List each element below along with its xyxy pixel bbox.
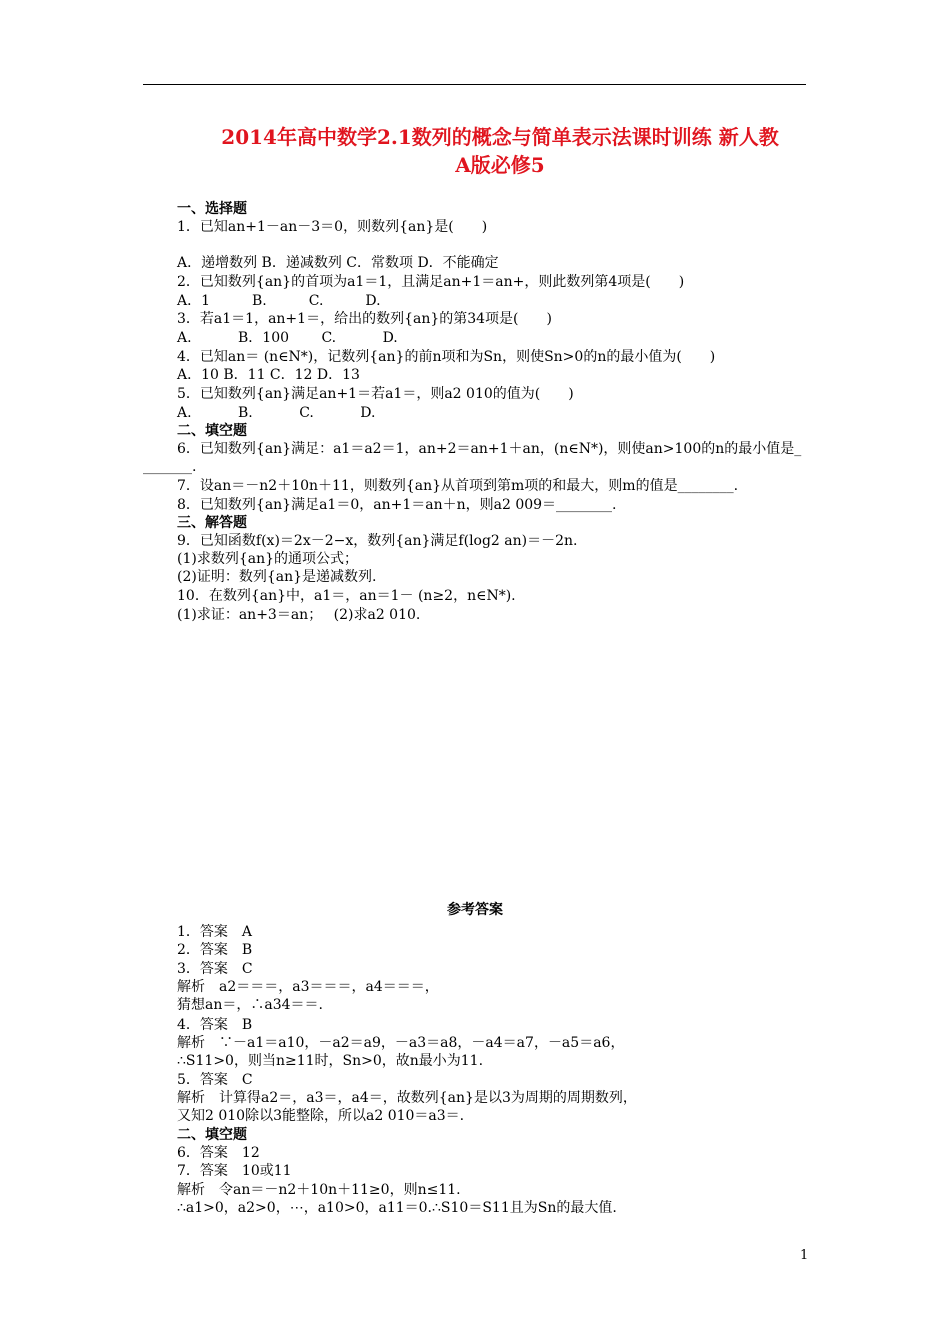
question-10-parts: (1)求证：an+3＝an； (2)求a2 010.	[177, 607, 421, 623]
question-5: 5．已知数列{an}满足an+1＝若a1＝，则a2 010的值为( )	[177, 386, 574, 402]
answer-line: 5．答案 C	[177, 1072, 253, 1088]
answers-heading: 参考答案	[447, 902, 503, 918]
options-2: A．1 B. C. D.	[177, 293, 381, 309]
answer-line: 1．答案 A	[177, 924, 253, 940]
doc-title-line2: A版必修5	[455, 153, 545, 177]
answer-line: 4．答案 B	[177, 1017, 253, 1033]
answer-line: 2．答案 B	[177, 942, 253, 958]
header-rule	[143, 84, 806, 85]
doc-title-line1: 2014年高中数学2.1数列的概念与简单表示法课时训练 新人教	[221, 125, 779, 149]
question-8: 8．已知数列{an}满足a1＝0，an+1＝an＋n，则a2 009＝________.	[177, 497, 617, 513]
question-1: 1．已知an+1－an－3＝0，则数列{an}是( )	[177, 219, 488, 235]
options-1: A．递增数列 B．递减数列 C．常数项 D．不能确定	[177, 255, 499, 271]
answer-line: 猜想an＝，∴a34＝＝.	[177, 997, 323, 1013]
question-7: 7．设an＝－n2＋10n＋11，则数列{an}从首项到第m项的和最大，则m的值是________.	[177, 478, 739, 494]
question-9-part1: (1)求数列{an}的通项公式；	[177, 551, 359, 567]
question-10: 10．在数列{an}中，a1＝，an＝1－ (n≥2，n∈N*).	[177, 588, 516, 604]
options-3: A. B．100 C. D.	[177, 330, 398, 346]
page-number: 1	[800, 1248, 809, 1263]
question-9: 9．已知函数f(x)＝2x－2−x，数列{an}满足f(log2 an)＝－2n.	[177, 533, 578, 549]
answer-line: 又知2 010除以3能整除，所以a2 010＝a3＝.	[177, 1108, 465, 1124]
answer-line: ∴S11>0，则当n≥11时，Sn>0，故n最小为11.	[177, 1053, 484, 1069]
options-4: A．10 B．11 C．12 D．13	[177, 367, 360, 383]
question-6-blank: _______.	[143, 459, 197, 475]
answer-line: 解析 计算得a2＝，a3＝，a4＝，故数列{an}是以3为周期的周期数列，	[177, 1090, 637, 1106]
section-heading: 二、填空题	[177, 423, 247, 439]
answer-line: ∴a1>0，a2>0，⋯，a10>0，a11＝0.∴S10＝S11且为Sn的最大值.	[177, 1200, 617, 1216]
answer-line: 7．答案 10或11	[177, 1163, 292, 1179]
answer-line: 解析 令an＝－n2＋10n＋11≥0，则n≤11.	[177, 1182, 461, 1198]
options-5: A. B. C. D.	[177, 405, 376, 421]
question-4: 4．已知an＝ (n∈N*)，记数列{an}的前n项和为Sn，则使Sn>0的n的最小值为( )	[177, 349, 716, 365]
answer-line: 6．答案 12	[177, 1145, 260, 1161]
answer-line: 解析 a2＝＝＝，a3＝＝＝，a4＝＝＝，	[177, 979, 439, 995]
question-2: 2．已知数列{an}的首项为a1＝1，且满足an+1＝an+，则此数列第4项是( )	[177, 274, 685, 290]
answer-line: 解析 ∵－a1＝a10，－a2＝a9，－a3＝a8，－a4＝a7，－a5＝a6，	[177, 1035, 625, 1051]
section-heading: 一、选择题	[177, 201, 247, 217]
section-heading: 二、填空题	[177, 1127, 247, 1143]
question-9-part2: (2)证明：数列{an}是递减数列.	[177, 569, 377, 585]
section-heading: 三、解答题	[177, 515, 247, 531]
question-3: 3．若a1＝1，an+1＝，给出的数列{an}的第34项是( )	[177, 311, 552, 327]
answer-line: 3．答案 C	[177, 961, 253, 977]
question-6: 6．已知数列{an}满足：a1＝a2＝1，an+2＝an+1＋an，(n∈N*)，则使an>100的n的最小值是_	[177, 441, 802, 457]
